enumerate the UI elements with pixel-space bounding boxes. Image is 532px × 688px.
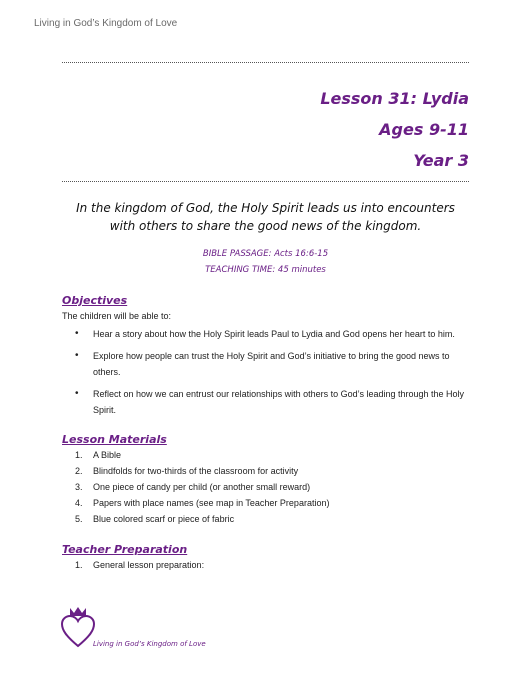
- theme-statement: In the kingdom of God, the Holy Spirit leads us into encounters with others to share the good news of the kingdom.: [76, 201, 455, 233]
- top-divider: [62, 62, 469, 63]
- objectives-heading: Objectives: [62, 294, 128, 307]
- bullet-marker: •: [75, 388, 79, 399]
- list-number: 2.: [75, 466, 83, 476]
- list-item: 2. Blindfolds for two-thirds of the classroom for activity: [62, 463, 472, 479]
- lesson-title: Lesson 31: Lydia: [320, 89, 469, 108]
- list-item: • Explore how people can trust the Holy Spirit and God’s initiative to bring the good news to others.: [75, 350, 450, 377]
- running-header: Living in God’s Kingdom of Love: [34, 18, 178, 29]
- list-number: 4.: [75, 498, 83, 508]
- bottom-divider: [62, 181, 469, 182]
- bible-passage: BIBLE PASSAGE: Acts 16:6-15: [202, 249, 329, 259]
- bullet-marker: •: [75, 350, 79, 361]
- bullet-marker: •: [75, 328, 79, 339]
- list-item: 4. Papers with place names (see map in Teacher Preparation): [62, 495, 472, 511]
- list-number: 5.: [75, 514, 83, 524]
- list-number: 1.: [75, 450, 83, 460]
- materials-list: [62, 447, 472, 527]
- list-item: 3. One piece of candy per child (or another small reward): [62, 479, 472, 495]
- list-item: 5. Blue colored scarf or piece of fabric: [62, 511, 472, 527]
- teaching-time: TEACHING TIME: 45 minutes: [205, 265, 326, 275]
- list-number: 3.: [75, 482, 83, 492]
- list-item: • Hear a story about how the Holy Spirit leads Paul to Lydia and God opens her heart to him.: [62, 326, 472, 342]
- list-item: • Reflect on how we can entrust our relationships with others to God’s leading through the Holy Spirit.: [75, 388, 465, 415]
- footer-title: Living in God’s Kingdom of Love: [93, 640, 206, 648]
- list-item: 1. General lesson preparation:: [62, 557, 472, 573]
- lesson-ages: Ages 9-11: [379, 120, 469, 139]
- crown-heart-icon: [60, 606, 96, 650]
- objectives-list: [62, 326, 472, 424]
- preparation-heading: Teacher Preparation: [62, 543, 188, 556]
- objectives-intro: The children will be able to:: [62, 311, 172, 321]
- preparation-list: [62, 557, 472, 573]
- materials-heading: Lesson Materials: [62, 433, 167, 446]
- list-item: 1. A Bible: [62, 447, 472, 463]
- lesson-year: Year 3: [413, 151, 469, 170]
- list-number: 1.: [75, 560, 83, 570]
